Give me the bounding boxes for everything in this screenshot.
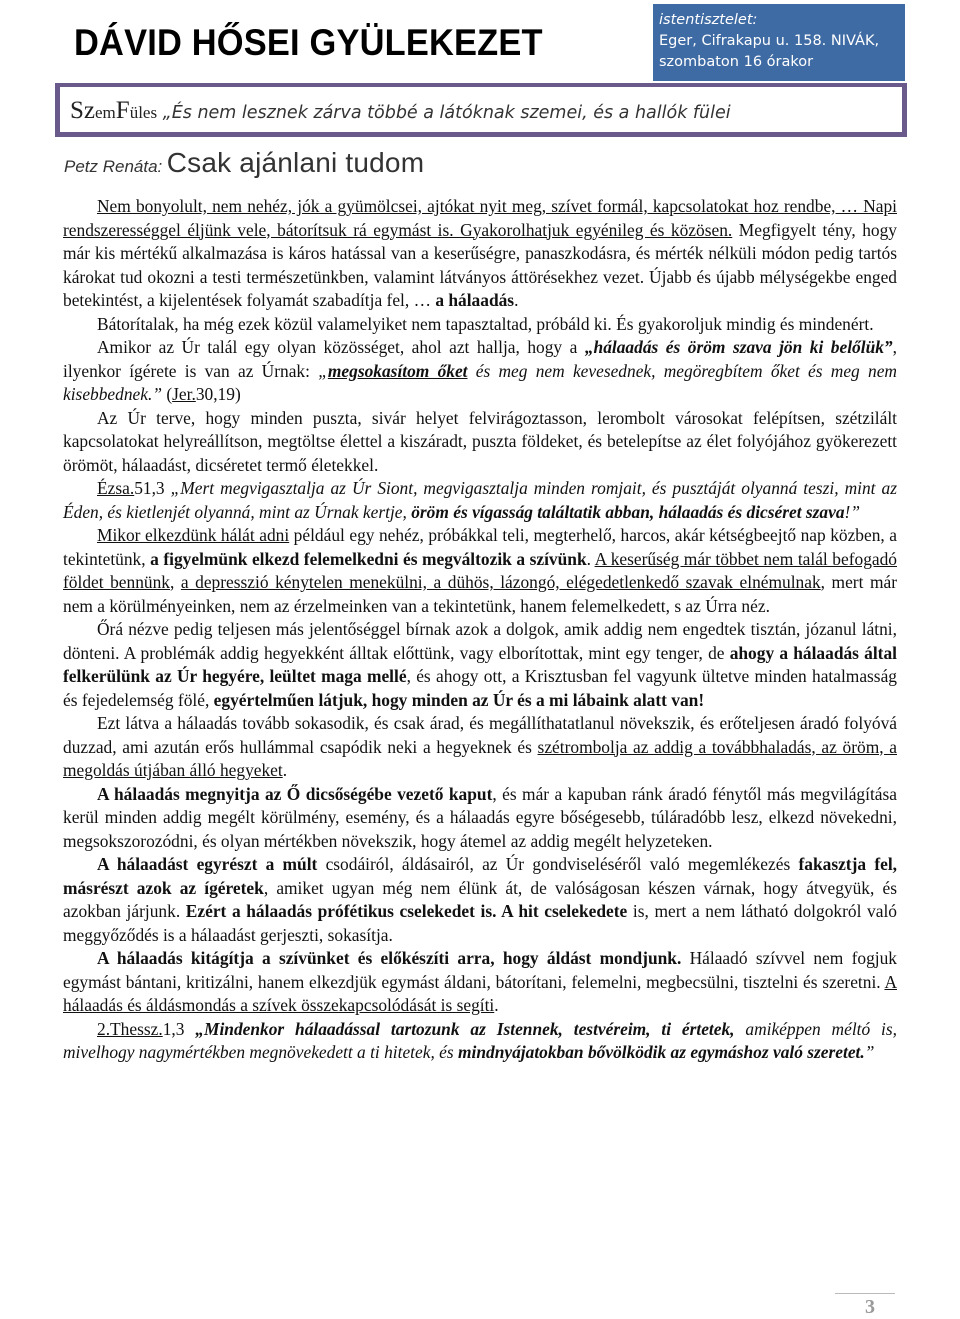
- banner-brand: SzemFüles: [70, 97, 158, 124]
- banner-quote: „És nem lesznek zárva többé a látóknak szemei, és a hallók fülei: [157, 103, 731, 123]
- paragraph: Bátorítalak, ha még ezek közül valamelyiket nem tapasztaltad, próbáld ki. És gyakoroljuk mindig és mindenért.: [97, 313, 874, 334]
- paragraph: A hálaadás kitágítja a szívünket és előkészíti arra, hogy áldást mondjunk. Hálaadó szívvel nem fogjuk egymást bántani, kritizálni, hanem elkezdjük egymást áldani, bátorítani, felemelni, megbecsülni, tisztelni és szeretni. A hálaadás és áldásmondás a szívek összekapcsolódását is segíti.: [63, 948, 897, 1015]
- article-heading: [64, 147, 424, 179]
- paragraph: Ezt látva a hálaadás tovább sokasodik, és csak árad, és megállíthatatlanul növekszik, és erőteljesen áradó folyóvá duzzad, ami azután erős hullámmal csapódik neki a hegyeknek és szétrombolja az addig a továbbhaladás, az öröm, a megoldás útjában álló hegyeket.: [63, 713, 897, 780]
- article-title: Csak ajánlani tudom: [166, 147, 425, 178]
- paragraph: 2.Thessz.1,3 „Mindenkor hálaadással tartozunk az Istennek, testvéreim, ti értetek, amiképpen méltó is, mivelhogy nagymértékben megnövekedett a ti hitetek, és mindnyájatokban bővölködik az egymáshoz való szeretet.”: [63, 1018, 897, 1062]
- article-author: Petz Renáta:: [64, 157, 163, 176]
- paragraph: A hálaadás megnyitja az Ő dicsőségébe vezető kaput, és már a kapuban ránk áradó fénytől más megvilágítása kerül minden addig megélt körülmény, esemény, és a hálaadás egyre bőségesebb, túláradóbb lesz, elkezd növekedni, megsokszorozódni, és olyan mértékben növekszik, hogy átemel az addig megélt helyzeteken.: [63, 783, 897, 851]
- service-time: szombaton 16 órakor: [659, 54, 814, 70]
- service-location: Eger, Cifrakapu u. 158. NIVÁK,: [659, 33, 880, 49]
- service-info-box: [653, 4, 905, 81]
- paragraph: A hálaadást egyrészt a múlt csodáiról, áldásairól, az Úr gondviseléséről való megemlékezés fakasztja fel, másrészt azok az ígéretek, amiket ugyan még nem élünk át, de valóságosan készen várnak, hogy átvegyük, és azokban járjunk. Ezért a hálaadás prófétikus cselekedet is. A hit cselekedete is, mert a nem látható dolgokról való meggyőződés is a hálaadást gerjeszti, sokasítja.: [63, 854, 898, 945]
- szemfules-banner: [55, 83, 907, 137]
- banner-content: [60, 87, 902, 132]
- service-label: istentisztelet:: [659, 12, 758, 28]
- paragraph: Nem bonyolult, nem nehéz, jók a gyümölcsei, ajtókat nyit meg, szívet formál, kapcsolatokat hoz rendbe, … Napi rendszerességgel éljünk vele, bátorítsuk rá egymást is. Gyakorolhatjuk egyénileg és közösen. Megfigyelt tény, hogy már kis mértékű alkalmazása is káros hatással van a keserűségre, panaszkodásra, és mérték nélküli módon pedig tartós károkat tud okozni a testi természetünkben, valamint látványos áttörésekhez vezet. Újabb és újabb mélységekbe enged betekintést, a kijelentések folyamát szabadítja fel, … a hálaadás.: [63, 196, 897, 310]
- page-number-rule: [835, 1293, 895, 1294]
- church-name: DÁVID HŐSEI GYÜLEKEZET: [74, 22, 543, 63]
- paragraph: Mikor elkezdünk hálát adni például egy nehéz, próbákkal teli, megterhelő, harcos, akár kétségbeejtő nap közben, a tekintetünk, a figyelmünk elkezd felemelkedni és megváltozik a szívünk. A keserűség már többet nem talál befogadó földet bennünk, a depresszió kénytelen menekülni, a dühös, lázongó, elégedetlenkedő szavak elnémulnak, mert már nem a körülményeinken, nem az érzelmeinken van a tekintetünk, hanem felemelkedett, s az Úrra néz.: [63, 525, 897, 616]
- paragraph: Őrá nézve pedig teljesen más jelentőséggel bírnak azok a dolgok, amik addig nem engedtek tisztán, józanul látni, dönteni. A problémák addig hegyekként álltak előttünk, vagy elborítottak, mint egy tenger, de ahogy a hálaadás által felkerülünk az Úr hegyére, leültet maga mellé, és ahogy ott, a Krisztusban fel vagyunk ültetve minden hatalmasság és fejedelemség fölé, egyértelműen látjuk, hogy minden az Úr és a mi lábaink alatt van!: [63, 619, 897, 710]
- page-number: 3: [865, 1296, 875, 1318]
- paragraph: Ézsa.51,3 „Mert megvigasztalja az Úr Siont, megvigasztalja minden romjait, és pusztáját olyanná teszi, mint az Éden, és kietlenjét olyanná, mint az Úrnak kertje, öröm és vígasság találtatik abban, hálaadás és dicséret szava!”: [63, 478, 897, 522]
- article-body: [63, 195, 897, 1065]
- paragraph: Amikor az Úr talál egy olyan közösséget, ahol azt hallja, hogy a „hálaadás és öröm szava jön ki belőlük”, ilyenkor ígérete is van az Úrnak: „megsokasítom őket és meg nem kevesednek, megöregbítem őket és meg nem kisebbednek.” (Jer.30,19): [63, 337, 897, 404]
- paragraph: Az Úr terve, hogy minden puszta, sivár helyet felvirágoztasson, lerombolt városokat felépítsen, szétzilált kapcsolatokat helyreállítson, megtöltse élettel a kiszáradt, puszta földeket, és betelepítse az élet folyójához gyökerezett örömöt, hálaadást, dicséretet termő életekkel.: [63, 407, 897, 475]
